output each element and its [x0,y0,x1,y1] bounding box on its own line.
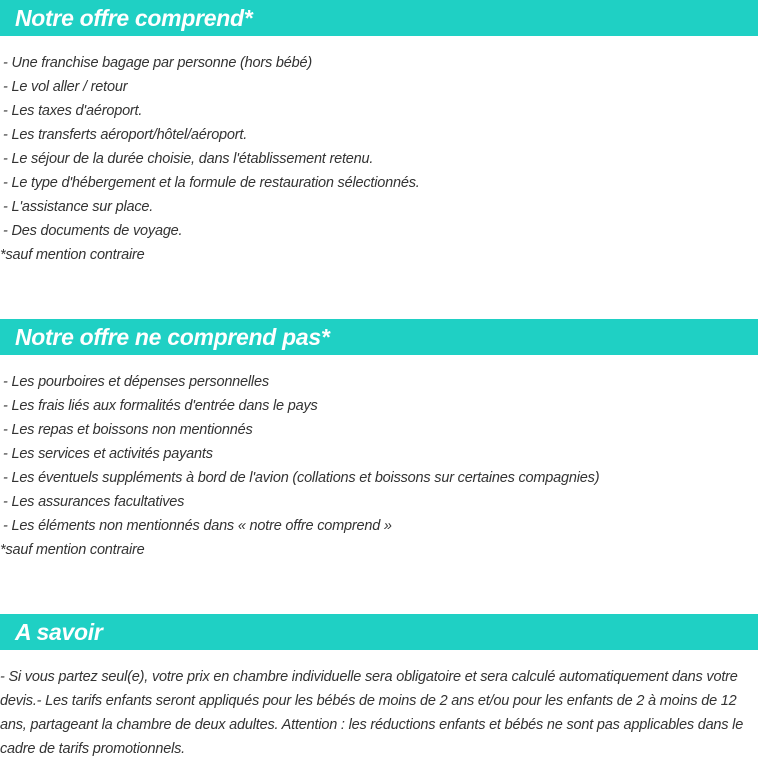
info-section [0,614,758,761]
list-item: - Les taxes d'aéroport. [3,103,143,119]
list-item: - Les services et activités payants [3,446,213,462]
list-item: - Les frais liés aux formalités d'entrée dans le pays [3,398,318,414]
included-list [0,51,758,267]
list-item: - Une franchise bagage par personne (hors bébé) [3,55,312,71]
list-item: - Les éléments non mentionnés dans « notre offre comprend » [3,518,392,534]
excluded-section [0,319,758,562]
included-section [0,0,758,267]
info-title: A savoir [0,614,758,650]
list-item: - Les repas et boissons non mentionnés [3,422,253,438]
excluded-title: Notre offre ne comprend pas* [0,319,758,355]
excluded-list [0,370,758,562]
included-title: Notre offre comprend* [0,0,758,36]
info-paragraph: - Si vous partez seul(e), votre prix en chambre individuelle sera obligatoire et sera calculé automatiquement dans votre devis.- Les tarifs enfants seront appliqués pour les bébés de moins de 2 ans et/ou pour les enfants de 2 à moins de 12 ans, partageant la chambre de deux adultes. Attention : les réductions enfants et bébés ne sont pas applicables dans le cadre de tarifs promotionnels. [0,669,744,757]
list-item: - Le séjour de la durée choisie, dans l'établissement retenu. [3,151,374,167]
included-note: *sauf mention contraire [0,247,145,263]
list-item: - L'assistance sur place. [3,199,154,215]
list-item: - Le type d'hébergement et la formule de restauration sélectionnés. [3,175,420,191]
list-item: - Les assurances facultatives [3,494,185,510]
list-item: - Les pourboires et dépenses personnelles [3,374,269,390]
list-item: - Le vol aller / retour [3,79,128,95]
list-item: - Les transferts aéroport/hôtel/aéroport. [3,127,248,143]
excluded-note: *sauf mention contraire [0,542,145,558]
list-item: - Les éventuels suppléments à bord de l'avion (collations et boissons sur certaines compagnies) [3,470,600,486]
list-item: - Des documents de voyage. [3,223,183,239]
